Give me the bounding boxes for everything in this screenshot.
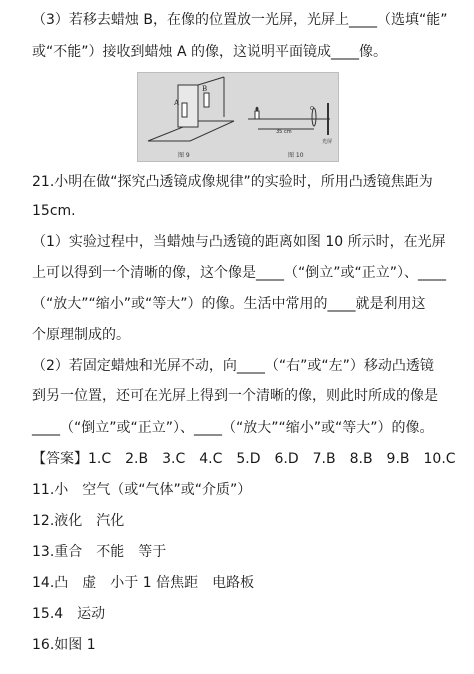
- text-line: （3）若移去蜡烛 B，在像的位置放一光屏，光屏上____（选填“能”: [32, 12, 448, 28]
- figure-9: [148, 77, 234, 141]
- caption-figure-10: 图 10: [288, 152, 304, 159]
- text-line: （1）实验过程中，当蜡烛与凸透镜的距离如图 10 所示时，在光屏: [32, 234, 446, 250]
- distance-label: 35 cm: [276, 129, 292, 135]
- text-line: 个原理制成的。: [32, 327, 130, 343]
- glass-plate: [178, 85, 198, 127]
- screen-label: 光屏: [322, 139, 333, 145]
- label-a: A: [174, 99, 180, 107]
- answer-line: 【答案】1.C 2.B 3.C 4.C 5.D 6.D 7.B 8.B 9.B 10.C: [32, 451, 456, 467]
- text-line: （“放大”“缩小”或“等大”）的像。生活中常用的____就是利用这: [32, 296, 426, 312]
- text-line: 21.小明在做“探究凸透镜成像规律”的实验时，所用凸透镜焦距为: [32, 174, 433, 190]
- caption-figure-9: 图 9: [178, 152, 190, 159]
- answer-line: 11.小 空气（或“气体”或“介质”）: [32, 482, 252, 498]
- answer-line: 16.如图 1: [32, 637, 96, 653]
- candle-b: [204, 93, 209, 107]
- lens-label: O: [310, 106, 314, 112]
- candle: [255, 111, 259, 119]
- glass-edge: [198, 77, 224, 85]
- answer-line: 15.4 运动: [32, 606, 106, 622]
- figure-drawing: [138, 73, 338, 161]
- label-b: B: [202, 85, 208, 93]
- answer-line: 13.重合 不能 等于: [32, 544, 167, 560]
- figure-9-10: [137, 72, 339, 162]
- answer-line: 12.液化 汽化: [32, 513, 125, 529]
- flame: [256, 107, 258, 111]
- text-line: （2）若固定蜡烛和光屏不动，向____（“右”或“左”）移动凸透镜: [32, 358, 434, 374]
- text-line: 上可以得到一个清晰的像，这个像是____（“倒立”或“正立”）、____: [32, 265, 447, 281]
- candle-a: [182, 103, 187, 117]
- text-line: 15cm.: [32, 203, 76, 219]
- text-line: ____（“倒立”或“正立”）、____（“放大”“缩小”或“等大”）的像。: [32, 420, 434, 436]
- text-line: 到另一位置，还可在光屏上得到一个清晰的像，则此时所成的像是: [32, 388, 438, 404]
- answer-line: 14.凸 虚 小于 1 倍焦距 电路板: [32, 575, 255, 591]
- text-line: 或“不能”）接收到蜡烛 A 的像，这说明平面镜成____像。: [32, 44, 387, 60]
